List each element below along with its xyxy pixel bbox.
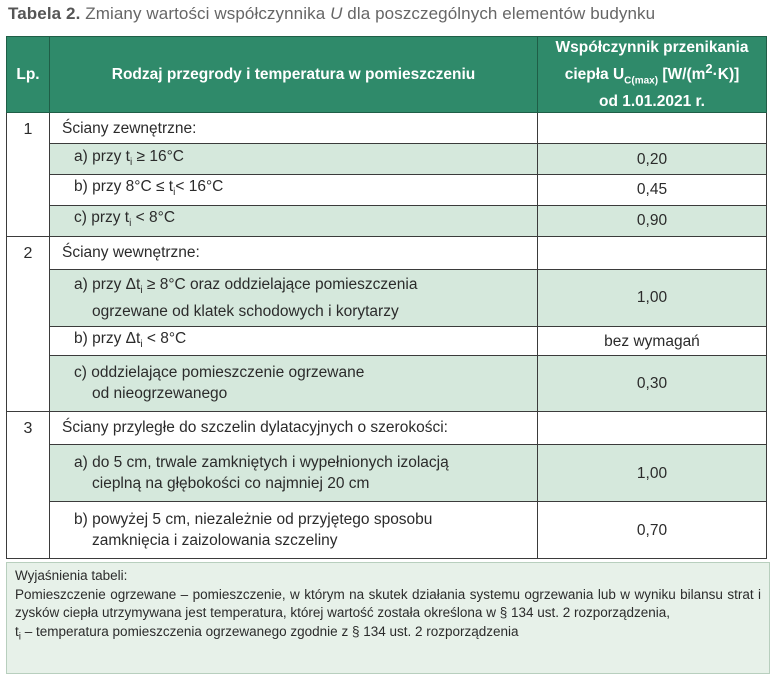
header-wsp-line2-a: ciepła U [564, 66, 625, 84]
header-row [7, 37, 767, 113]
row-value: 0,70 [538, 502, 767, 559]
row-description [50, 444, 538, 502]
row-subscript: i [173, 187, 176, 199]
header-wsp-line3: od 1.01.2021 r. [599, 93, 705, 111]
row-description [50, 205, 538, 236]
group-title-row [7, 411, 767, 444]
row-text: a) przy t [74, 147, 130, 165]
table-row [7, 144, 767, 175]
caption-text-after: dla poszczególnych elementów budynku [342, 4, 656, 23]
row-value: 0,90 [538, 205, 767, 236]
row-value: 0,45 [538, 175, 767, 206]
row-text: c) oddzielające pomieszczenie ogrzewane [74, 364, 365, 382]
header-rodzaj: Rodzaj przegrody i temperatura w pomieszczeniu [50, 37, 538, 113]
header-wsp-line2-sub: C(max) [624, 75, 659, 87]
group-number: 2 [7, 236, 50, 411]
group-title-row [7, 113, 767, 144]
row-subscript: i [140, 285, 143, 297]
row-text-continued: ogrzewane od klatek schodowych i korytarzy [92, 303, 399, 321]
caption-label: Tabela 2. [8, 4, 81, 23]
row-text-continued: zamknięcia i zaizolowania szczeliny [92, 532, 338, 550]
row-text-post: < 16°C [175, 178, 224, 196]
row-text: a) do 5 cm, trwale zamkniętych i wypełnionych izolacją [74, 454, 449, 471]
ti-text: – temperatura pomieszczenia ogrzewanego zgodnie z § 134 ust. 2 rozporządzenia [21, 623, 519, 639]
header-wsp-line2-c: ·K)] [712, 66, 740, 84]
row-value: 0,30 [538, 356, 767, 412]
group-title: Ściany wewnętrzne: [50, 236, 538, 269]
row-description [50, 327, 538, 356]
group-number: 1 [7, 113, 50, 237]
header-wsp-line2-b: [W/(m [658, 66, 706, 84]
table-notes [6, 562, 770, 674]
row-text-post: ≥ 8°C oraz oddzielające pomieszczenia [142, 275, 418, 293]
row-description [50, 502, 538, 559]
group-title: Ściany zewnętrzne: [50, 113, 538, 144]
row-value: 0,20 [538, 144, 767, 175]
row-text: b) przy Δt [74, 329, 141, 347]
notes-ti-definition [15, 623, 761, 647]
table-row [7, 175, 767, 206]
table-row [7, 327, 767, 356]
row-description [50, 269, 538, 327]
row-description [50, 175, 538, 206]
table-row [7, 356, 767, 412]
ti-subscript: i [18, 631, 21, 643]
row-text-continued: od nieogrzewanego [92, 385, 228, 403]
row-text-continued: cieplną na głębokości co najmniej 20 cm [92, 475, 370, 492]
value-cell-empty [538, 113, 767, 144]
group-title-row [7, 236, 767, 269]
value-cell-empty [538, 236, 767, 269]
notes-definition: Pomieszczenie ogrzewane – pomieszczenie, w którym na skutek działania systemu ogrzewania lub w wyniku bilansu strat i zysków ciepła utrzymywana jest temperatura, której wartość została określona w § 134 ust. 2 rozporządzenia, [15, 586, 761, 620]
header-lp: Lp. [7, 37, 50, 113]
header-wspolczynnik [538, 37, 767, 113]
table-row [7, 444, 767, 502]
notes-heading: Wyjaśnienia tabeli: [15, 568, 128, 583]
row-text-post: < 8°C [131, 209, 176, 227]
group-number: 3 [7, 411, 50, 558]
header-wsp-line2-sup: 2 [705, 61, 713, 76]
group-title: Ściany przyległe do szczelin dylatacyjnych o szerokości: [50, 411, 538, 444]
row-text: b) powyżej 5 cm, niezależnie od przyjętego sposobu [74, 511, 433, 529]
caption-text-before: Zmiany wartości współczynnika [80, 4, 331, 23]
row-text-post: < 8°C [142, 329, 187, 347]
row-value: 1,00 [538, 269, 767, 327]
row-text: a) przy Δt [74, 275, 141, 293]
table-row [7, 502, 767, 559]
table-row [7, 269, 767, 327]
table-row [7, 205, 767, 236]
value-cell-empty [538, 411, 767, 444]
row-text: b) przy 8°C ≤ t [74, 178, 174, 196]
row-description [50, 144, 538, 175]
row-text-post: ≥ 16°C [132, 147, 184, 165]
row-description [50, 356, 538, 412]
caption-symbol: U [330, 4, 343, 23]
row-value: bez wymagań [538, 327, 767, 356]
ti-symbol: t [15, 623, 19, 639]
row-subscript: i [129, 218, 132, 230]
row-subscript: i [129, 156, 133, 168]
u-coefficient-table [6, 36, 767, 559]
row-value: 1,00 [538, 444, 767, 502]
table-caption [8, 4, 768, 24]
row-subscript: i [140, 338, 143, 350]
row-text: c) przy t [74, 209, 130, 227]
header-wsp-line1: Współczynnik przenikania [555, 39, 749, 56]
